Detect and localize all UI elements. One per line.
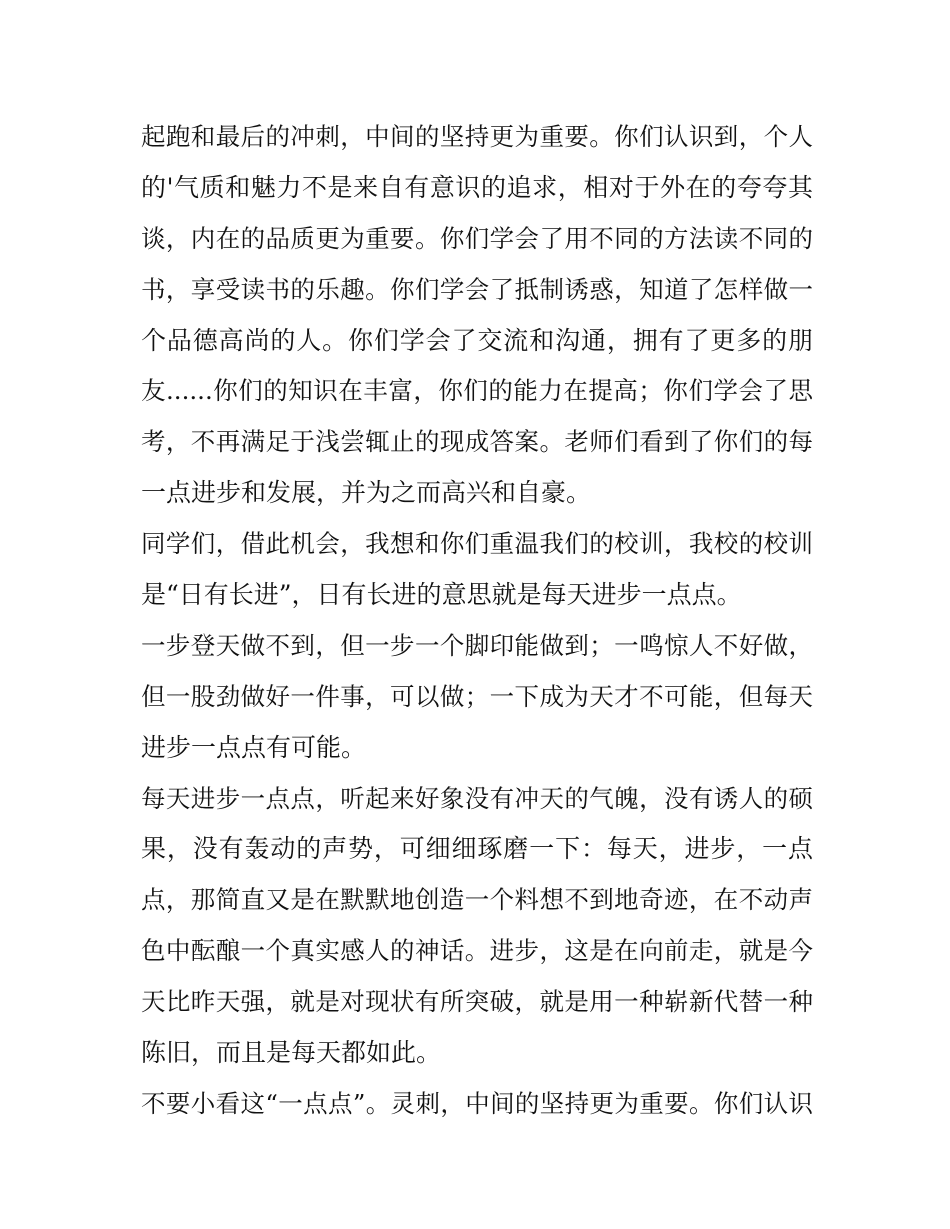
text-line: 色中酝酿一个真实感人的神话。进步，这是在向前走，就是今 <box>141 936 813 966</box>
text-line: 谈，内在的品质更为重要。你们学会了用不同的方法读不同的 <box>141 223 813 253</box>
body-text <box>141 112 813 1130</box>
text-line: 一点进步和发展，并为之而高兴和自豪。 <box>141 478 592 508</box>
text-line: 一步登天做不到，但一步一个脚印能做到；一鸣惊人不好做， <box>141 630 813 660</box>
text-line: 不要小看这“一点点”。灵刺，中间的坚持更为重要。你们认识 <box>141 1088 813 1118</box>
text-line: 友......你们的知识在丰富，你们的能力在提高；你们学会了思 <box>141 376 813 406</box>
text-line: 个品德高尚的人。你们学会了交流和沟通，拥有了更多的朋 <box>141 325 813 355</box>
text-line: 果，没有轰动的声势，可细细琢磨一下：每天，进步，一点 <box>141 834 813 864</box>
text-line: 的'气质和魅力不是来自有意识的追求，相对于外在的夸夸其 <box>141 172 813 202</box>
text-line: 点，那简直又是在默默地创造一个料想不到地奇迹，在不动声 <box>141 885 813 915</box>
text-line: 同学们，借此机会，我想和你们重温我们的校训，我校的校训 <box>141 529 813 559</box>
text-line: 但一股劲做好一件事，可以做；一下成为天才不可能，但每天 <box>141 681 813 711</box>
text-line: 书，享受读书的乐趣。你们学会了抵制诱惑，知道了怎样做一 <box>141 274 813 304</box>
text-line: 起跑和最后的冲刺，中间的坚持更为重要。你们认识到，个人 <box>141 122 813 151</box>
text-line: 进步一点点有可能。 <box>141 732 367 762</box>
text-line: 天比昨天强，就是对现状有所突破，就是用一种崭新代替一种 <box>141 987 813 1017</box>
text-line: 每天进步一点点，听起来好象没有冲天的气魄，没有诱人的硕 <box>141 783 813 813</box>
text-line: 是“日有长进”，日有长进的意思就是每天进步一点点。 <box>141 580 742 610</box>
text-line: 考，不再满足于浅尝辄止的现成答案。老师们看到了你们的每 <box>141 427 813 457</box>
text-line: 陈旧，而且是每天都如此。 <box>141 1038 442 1068</box>
